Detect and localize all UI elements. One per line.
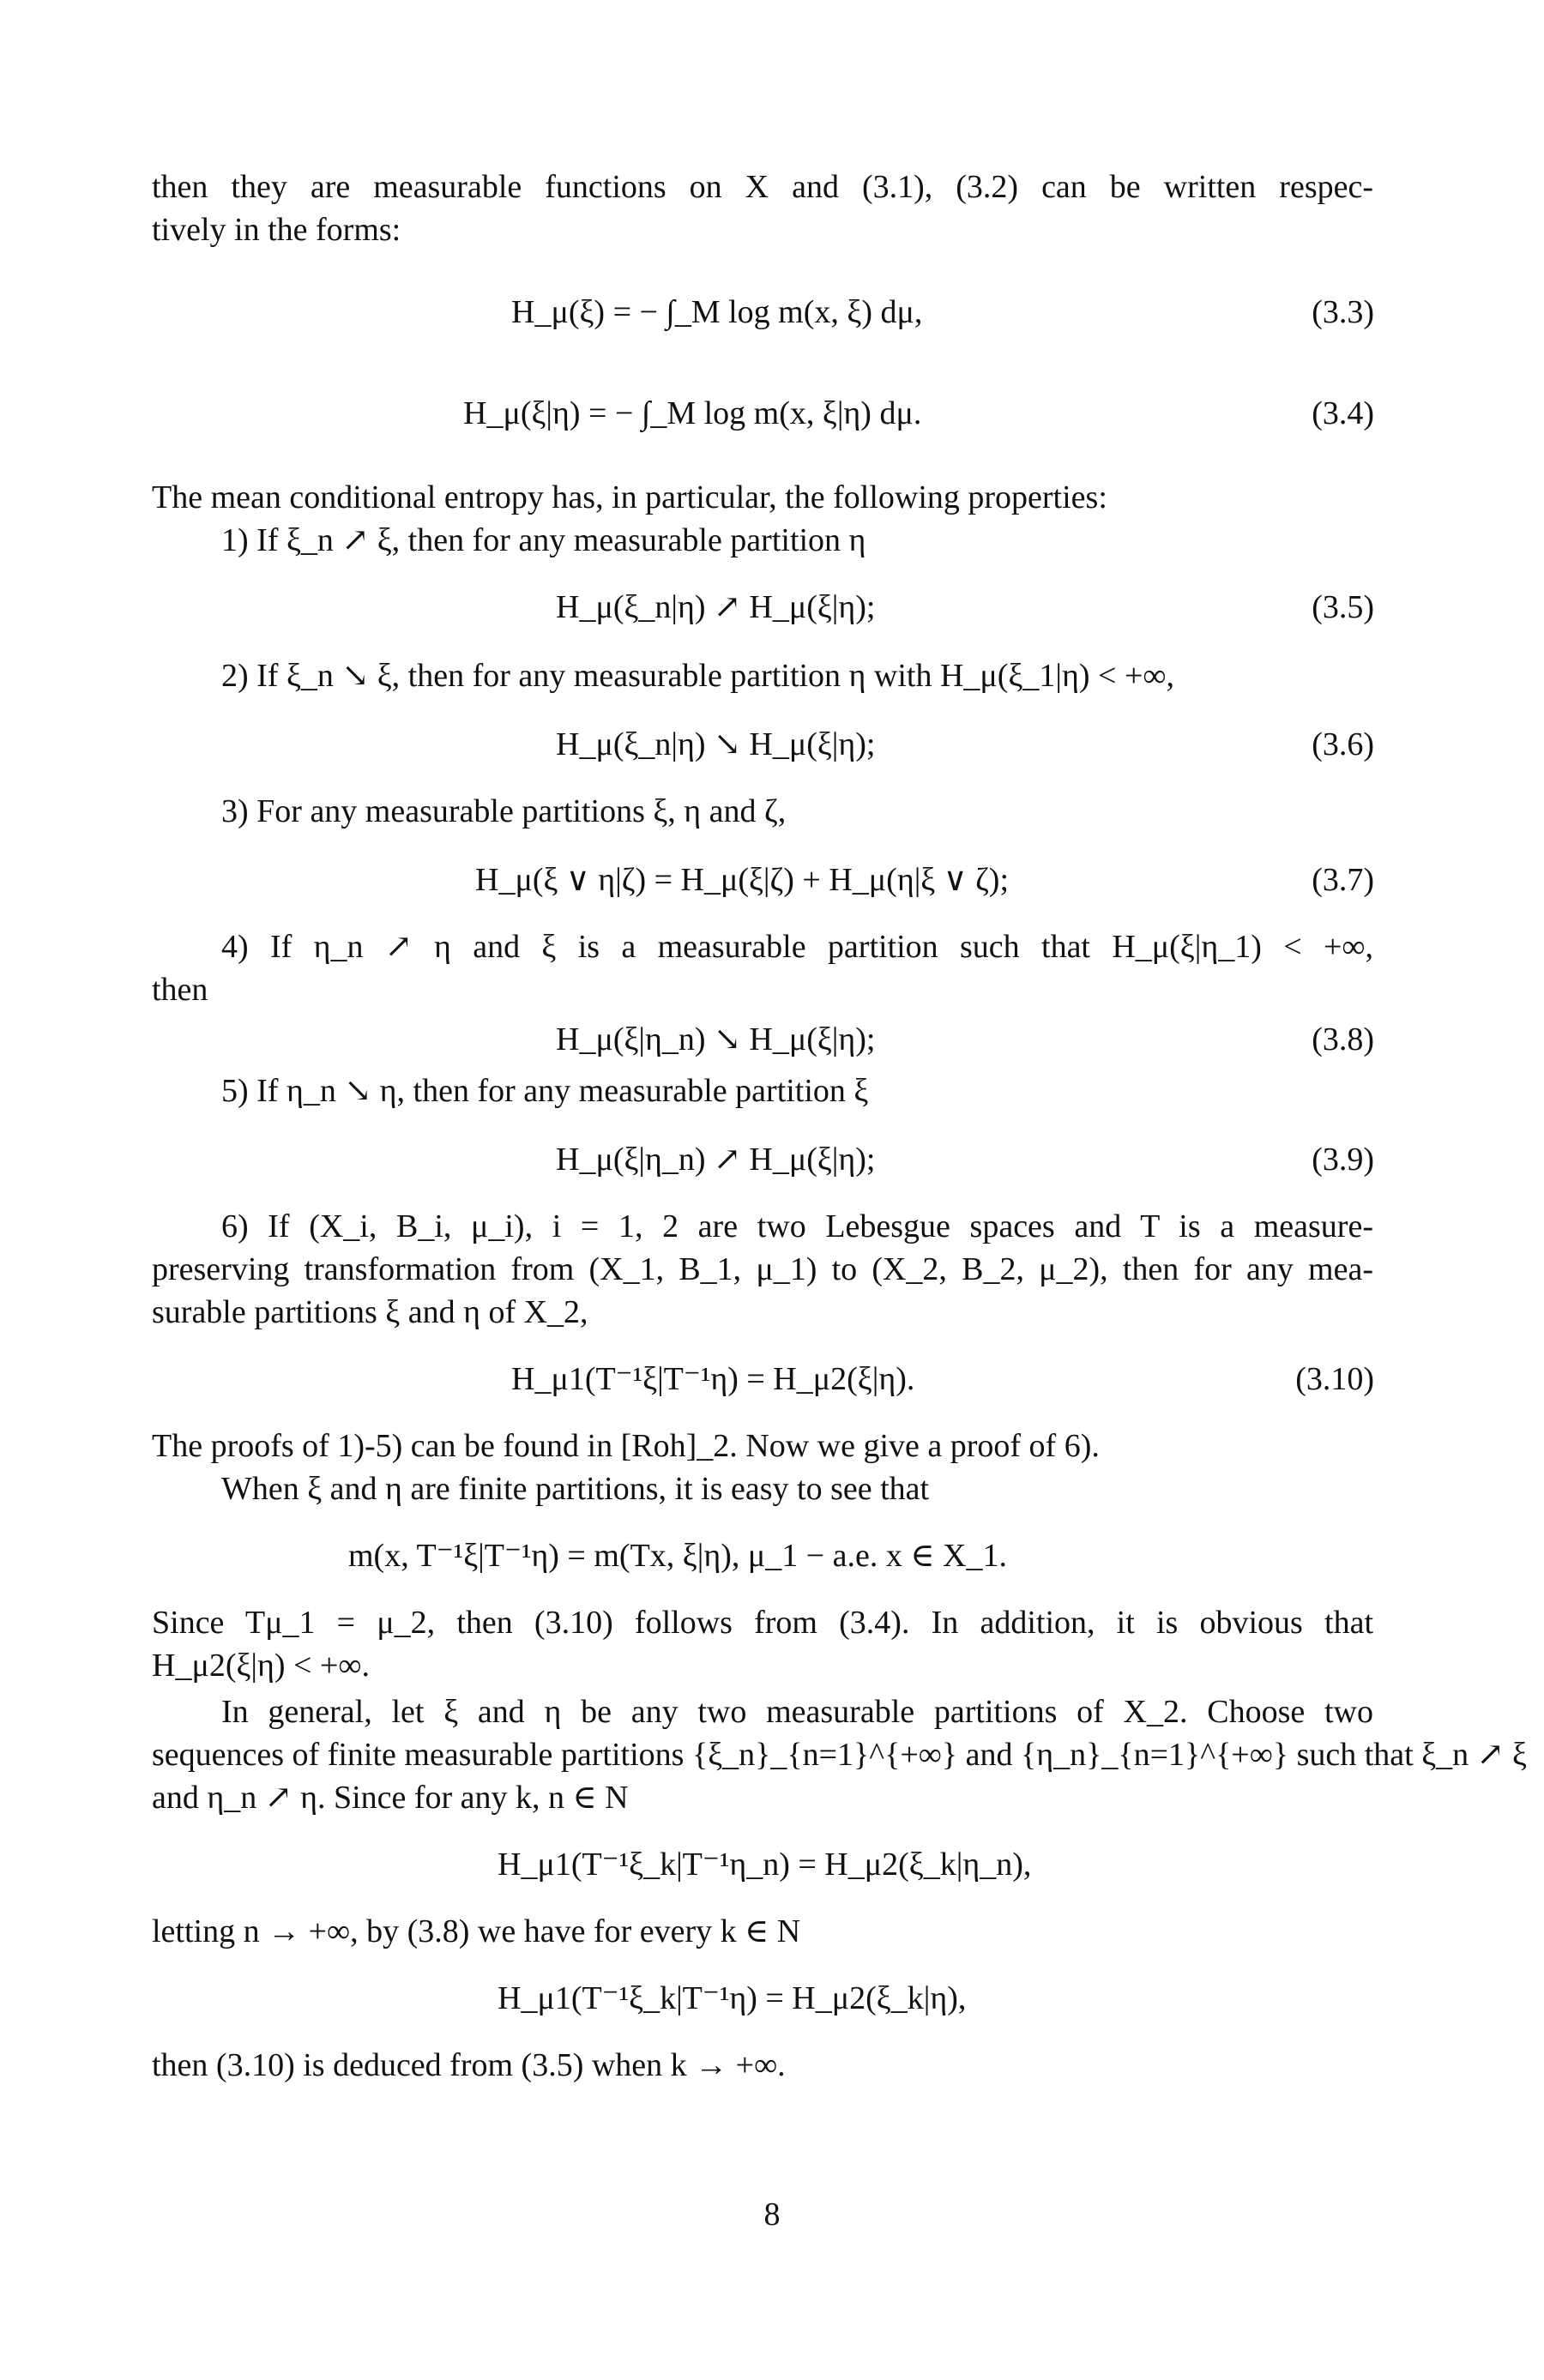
paragraph-line: In general, let ξ and η be any two measurable partitions of X_2. Choose two: [221, 1694, 1373, 1730]
paragraph-line: tively in the forms:: [152, 212, 401, 248]
equation-3-3: H_μ(ξ) = − ∫_M log m(x, ξ) dμ,: [511, 294, 923, 330]
equation-number: (3.7): [1312, 862, 1374, 898]
equation-number: (3.6): [1312, 726, 1374, 762]
equation-3-4: H_μ(ξ|η) = − ∫_M log m(x, ξ|η) dμ.: [463, 395, 922, 431]
paragraph-line: preserving transformation from (X_1, B_1, μ_1) to (X_2, B_2, μ_2), then for any mea-: [152, 1251, 1373, 1287]
equation-k2: H_μ1(T⁻¹ξ_k|T⁻¹η) = H_μ2(ξ_k|η),: [498, 1980, 967, 2016]
page-number: 8: [763, 2196, 781, 2232]
paragraph-line: sequences of finite measurable partitions {ξ_n}_{n=1}^{+∞} and {η_n}_{n=1}^{+∞} such that ξ_n ↗ ξ: [152, 1737, 1527, 1773]
equation-k1: H_μ1(T⁻¹ξ_k|T⁻¹η_n) = H_μ2(ξ_k|η_n),: [498, 1847, 1032, 1883]
property-5: 5) If η_n ↘ η, then for any measurable partition ξ: [221, 1073, 869, 1109]
paragraph-line: then: [152, 972, 208, 1008]
property-6: 6) If (X_i, B_i, μ_i), i = 1, 2 are two Lebesgue spaces and T is a measure-: [221, 1208, 1373, 1244]
equation-number: (3.9): [1312, 1142, 1374, 1178]
equation-number: (3.5): [1312, 589, 1374, 625]
paragraph-line: then (3.10) is deduced from (3.5) when k → +∞.: [152, 2047, 786, 2083]
paragraph-line: The proofs of 1)-5) can be found in [Roh]_2. Now we give a proof of 6).: [152, 1428, 1100, 1464]
property-4: 4) If η_n ↗ η and ξ is a measurable partition such that H_μ(ξ|η_1) < +∞,: [221, 929, 1373, 965]
paragraph-line: When ξ and η are finite partitions, it is easy to see that: [221, 1471, 930, 1507]
equation-3-5: H_μ(ξ_n|η) ↗ H_μ(ξ|η);: [556, 589, 876, 625]
equation-3-9: H_μ(ξ|η_n) ↗ H_μ(ξ|η);: [556, 1142, 876, 1178]
equation-3-6: H_μ(ξ_n|η) ↘ H_μ(ξ|η);: [556, 726, 876, 762]
paragraph-line: and η_n ↗ η. Since for any k, n ∈ N: [152, 1780, 629, 1816]
equation-number: (3.4): [1312, 395, 1374, 431]
equation-number: (3.8): [1312, 1021, 1374, 1057]
equation-number: (3.10): [1295, 1361, 1374, 1397]
equation-3-10: H_μ1(T⁻¹ξ|T⁻¹η) = H_μ2(ξ|η).: [511, 1361, 915, 1397]
paragraph-line: letting n → +∞, by (3.8) we have for every k ∈ N: [152, 1913, 801, 1949]
equation-3-7: H_μ(ξ ∨ η|ζ) = H_μ(ξ|ζ) + H_μ(η|ξ ∨ ζ);: [475, 862, 1010, 898]
paragraph-line: surable partitions ξ and η of X_2,: [152, 1294, 588, 1330]
equation-3-8: H_μ(ξ|η_n) ↘ H_μ(ξ|η);: [556, 1021, 876, 1057]
equation-m: m(x, T⁻¹ξ|T⁻¹η) = m(Tx, ξ|η), μ_1 − a.e. x ∈ X_1.: [348, 1538, 1007, 1574]
property-2: 2) If ξ_n ↘ ξ, then for any measurable partition η with H_μ(ξ_1|η) < +∞,: [221, 658, 1174, 694]
equation-number: (3.3): [1312, 294, 1374, 330]
property-1: 1) If ξ_n ↗ ξ, then for any measurable partition η: [221, 522, 866, 558]
property-3: 3) For any measurable partitions ξ, η and ζ,: [221, 793, 787, 829]
paragraph-line: then they are measurable functions on X and (3.1), (3.2) can be written respec-: [152, 169, 1373, 205]
paragraph-line: H_μ2(ξ|η) < +∞.: [152, 1648, 370, 1684]
paragraph-line: Since Tμ_1 = μ_2, then (3.10) follows from (3.4). In addition, it is obvious that: [152, 1605, 1373, 1641]
paragraph-line: The mean conditional entropy has, in particular, the following properties:: [152, 479, 1107, 515]
